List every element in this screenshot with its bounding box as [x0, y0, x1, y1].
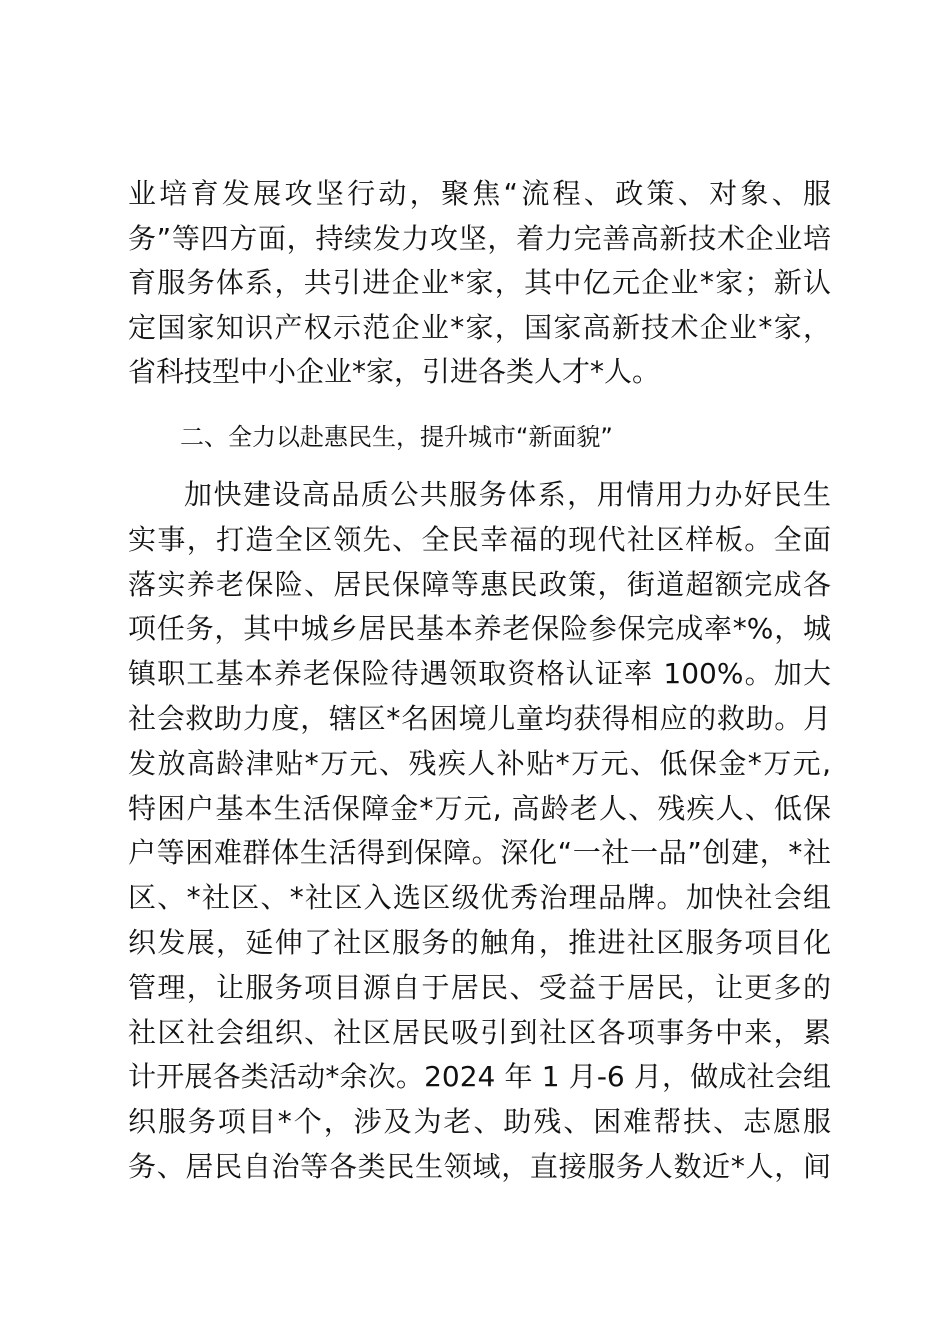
paragraph-1: [128, 172, 831, 395]
paragraph-2: [128, 473, 831, 1190]
paragraph-line: 计开展各类活动*余次。2024 年 1 月-6 月，做成社会组: [128, 1060, 831, 1094]
paragraph-line: 务”等四方面，持续发力攻坚，着力完善高新技术企业培: [128, 221, 831, 255]
paragraph-line: 定国家知识产权示范企业*家，国家高新技术企业*家，: [128, 310, 831, 344]
section-heading: 二、全力以赴惠民生，提升城市“新面貌”: [180, 423, 613, 451]
paragraph-line: 织服务项目*个，涉及为老、助残、困难帮扶、志愿服: [128, 1105, 831, 1139]
paragraph-line: 业培育发展攻坚行动，聚焦“流程、政策、对象、服: [128, 177, 831, 210]
paragraph-line: 社区社会组织、社区居民吸引到社区各项事务中来，累: [128, 1015, 831, 1049]
paragraph-line: 社会救助力度，辖区*名困境儿童均获得相应的救助。月: [128, 701, 831, 735]
paragraph-line: 务、居民自治等各类民生领域，直接服务人数近*人，间: [128, 1149, 831, 1183]
paragraph-line: 发放高龄津贴*万元、残疾人补贴*万元、低保金*万元,: [128, 746, 831, 780]
paragraph-line: 特困户基本生活保障金*万元, 高龄老人、残疾人、低保: [128, 791, 831, 825]
paragraph-line: 省科技型中小企业*家，引进各类人才*人。: [128, 355, 661, 388]
paragraph-line: 区、*社区、*社区入选区级优秀治理品牌。加快社会组: [128, 881, 831, 915]
paragraph-line: 户等困难群体生活得到保障。深化“一社一品”创建，*社: [128, 836, 831, 870]
paragraph-line: 育服务体系，共引进企业*家，其中亿元企业*家；新认: [128, 266, 831, 299]
paragraph-line: 加快建设高品质公共服务体系，用情用力办好民生: [184, 478, 831, 511]
paragraph-line: 管理，让服务项目源自于居民、受益于居民，让更多的: [128, 970, 831, 1004]
paragraph-line: 镇职工基本养老保险待遇领取资格认证率 100%。加大: [128, 657, 831, 691]
paragraph-line: 实事，打造全区领先、全民幸福的现代社区样板。全面: [128, 522, 831, 556]
paragraph-line: 落实养老保险、居民保障等惠民政策，街道超额完成各: [128, 567, 831, 601]
paragraph-line: 项任务，其中城乡居民基本养老保险参保完成率*%，城: [128, 612, 831, 646]
paragraph-line: 织发展，延伸了社区服务的触角，推进社区服务项目化: [128, 925, 831, 959]
